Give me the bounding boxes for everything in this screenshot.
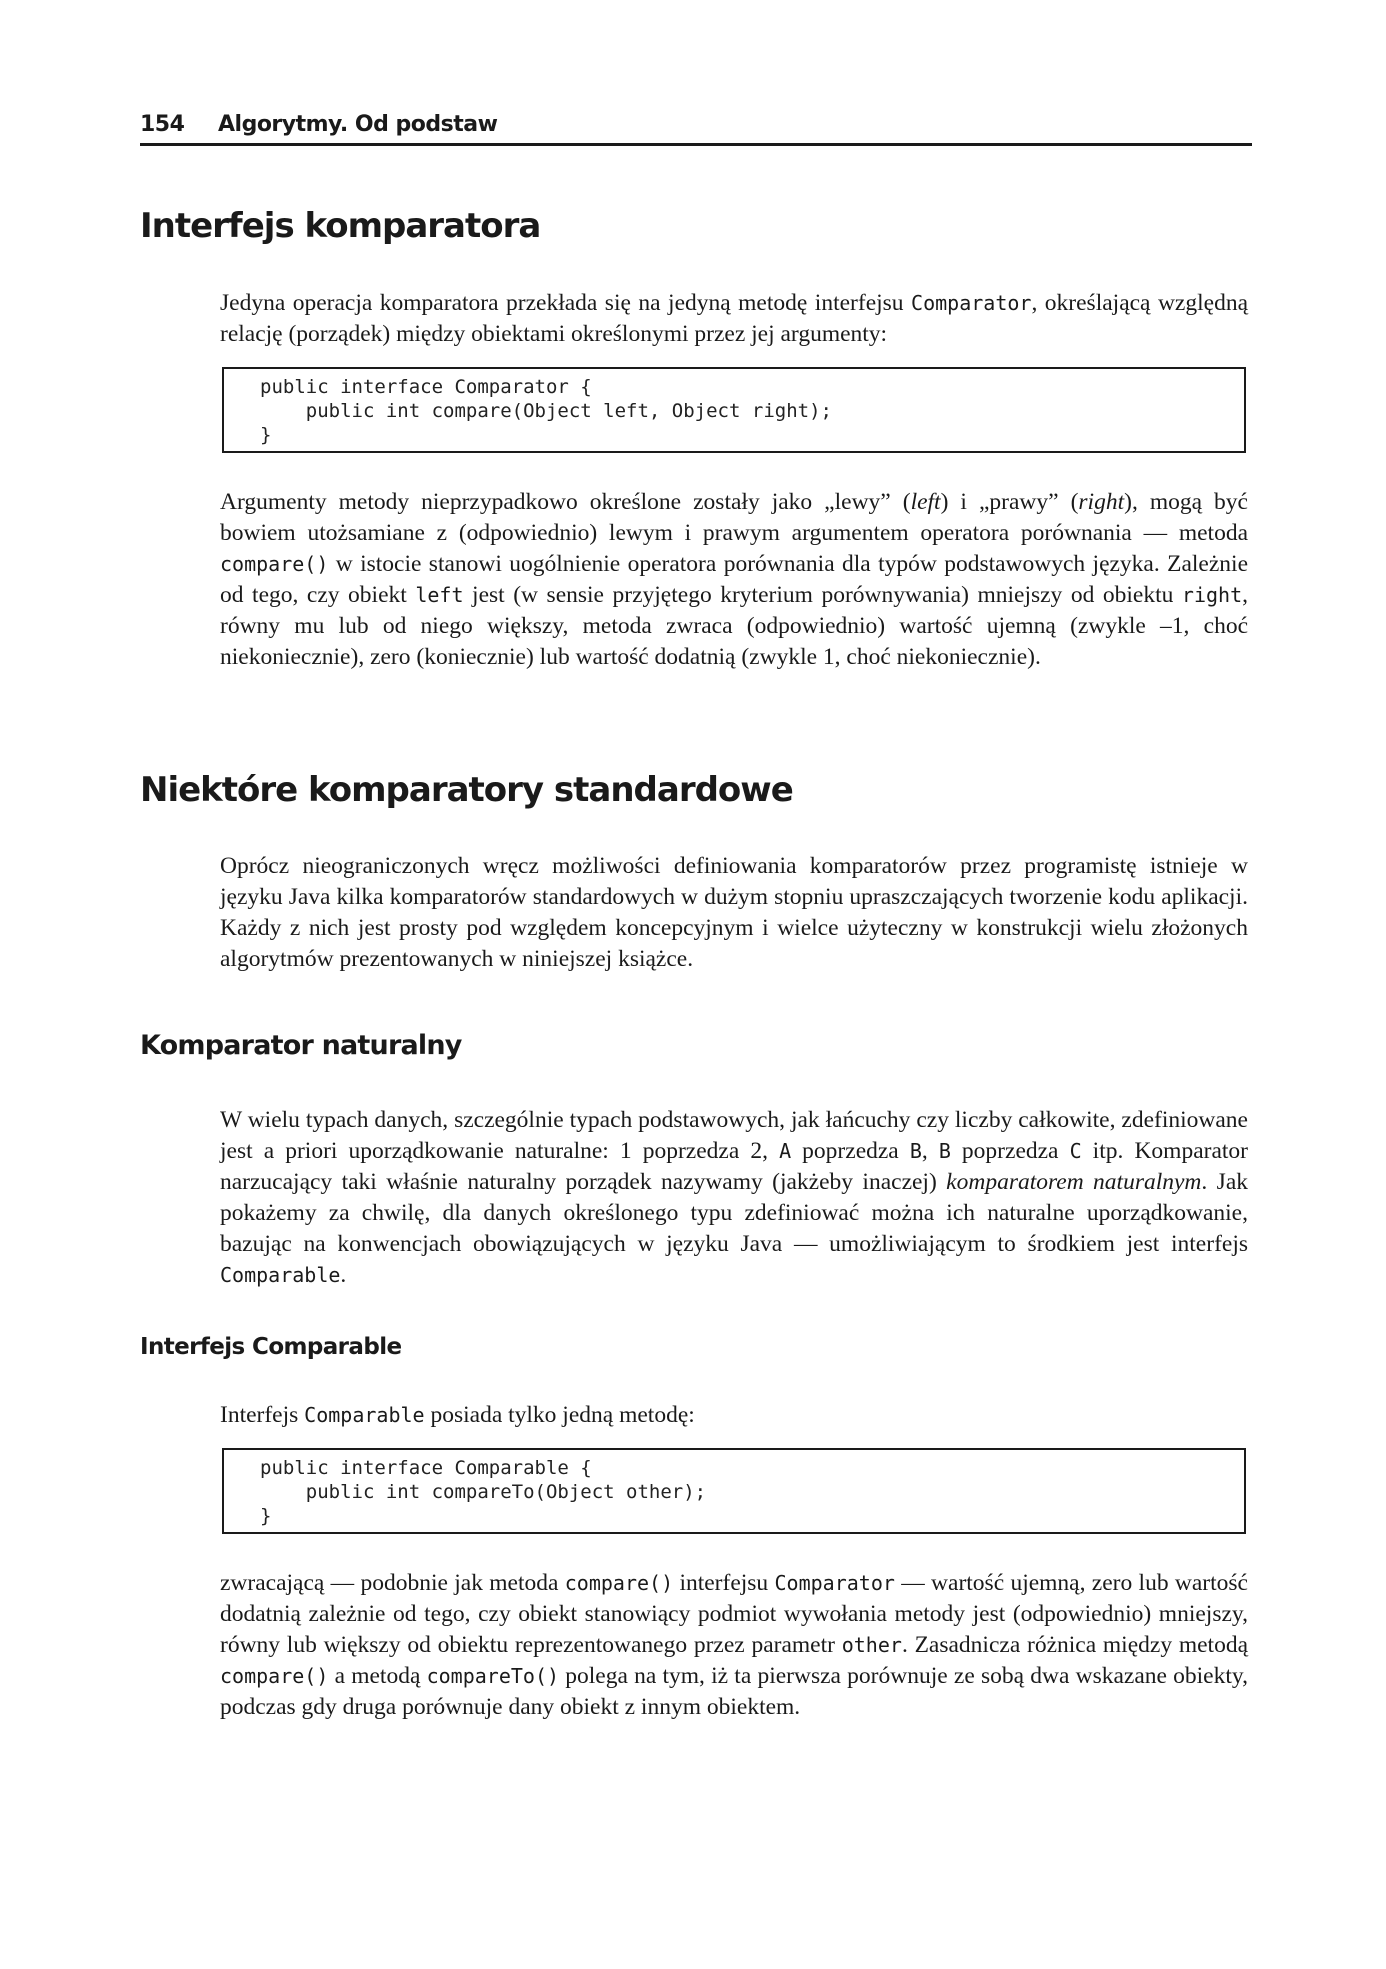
- paragraph-comparable-intro: Interfejs Comparable posiada tylko jedną metodę:: [220, 1402, 695, 1428]
- code-line: }: [260, 424, 272, 446]
- code-line: public interface Comparable {: [260, 1457, 592, 1479]
- inline-code-right: right: [1181, 583, 1243, 607]
- inline-code-comparator: Comparator: [911, 291, 1032, 315]
- subsection-heading-natural-comparator: Komparator naturalny: [140, 1030, 462, 1061]
- inline-code-comparable: Comparable: [220, 1263, 341, 1287]
- section-heading-standard-comparators: Niektóre komparatory standardowe: [140, 770, 793, 810]
- code-line: public interface Comparator {: [260, 376, 592, 398]
- book-title: Algorytmy. Od podstaw: [218, 112, 498, 137]
- inline-code-compare: compare(): [220, 552, 329, 576]
- code-line: }: [260, 1505, 272, 1527]
- inline-code-left: left: [415, 583, 464, 607]
- section-heading-interfejs-komparatora: Interfejs komparatora: [140, 206, 541, 246]
- paragraph-standard-comparators: Oprócz nieograniczonych wręcz możliwości definiowania komparatorów przez programistę istnieje w języku Java kilka komparatorów standardowych w dużym stopniu upraszczających tworzenie kodu aplikacji. Każdy z nich jest prosty pod względem koncepcyjnym i wielce użyteczny w konstrukcji wielu złożonych algorytmów prezentowanych w niniejszej książce.: [220, 853, 1248, 972]
- subsubsection-heading-comparable: Interfejs Comparable: [140, 1334, 402, 1360]
- paragraph-arguments: Argumenty metody nieprzypadkowo określone zostały jako „lewy” (left) i „prawy” (right), mogą być bowiem utożsamiane z (odpowiednio) lewym i prawym argumentem operatora porównania — metoda compare() w istocie stanowi uogólnienie operatora porównania dla typów podstawowych języka. Zależnie od tego, czy obiekt left jest (w sensie przyjętego kryterium porównywania) mniejszy od obiektu right, równy mu lub od niego większy, metoda zwraca (odpowiednio) wartość ujemną (zwykle –1, choć niekoniecznie), zero (koniecznie) lub wartość dodatnią (zwykle 1, choć niekoniecznie).: [220, 489, 1248, 670]
- paragraph-natural-comparator: W wielu typach danych, szczególnie typach podstawowych, jak łańcuchy czy liczby całkowite, zdefiniowane jest a priori uporządkowanie naturalne: 1 poprzedza 2, A poprzedza B, B poprzedza C itp. Komparator narzucający taki właśnie naturalny porządek nazywamy (jakżeby inaczej) komparatorem naturalnym. Jak pokażemy za chwilę, dla danych określonego typu zdefiniować można ich naturalne uporządkowanie, bazując na konwencjach obowiązujących w języku Java — umożliwiającym to środkiem jest interfejs Comparable.: [220, 1107, 1249, 1288]
- running-header: [140, 112, 1252, 146]
- paragraph-compareto: zwracającą — podobnie jak metoda compare() interfejsu Comparator — wartość ujemną, zero lub wartość dodatnią zależnie od tego, czy obiekt stanowiący podmiot wywołania metody jest (odpowiednio) mniejszy, równy lub większy od obiektu reprezentowanego przez parametr other. Zasadnicza różnica między metodą compare() a metodą compareTo() polega na tym, iż ta pierwsza porównuje ze sobą dwa wskazane obiekty, podczas gdy druga porównuje dany obiekt z innym obiektem.: [220, 1570, 1248, 1720]
- term-natural-comparator: komparatorem naturalnym: [946, 1169, 1202, 1195]
- code-listing-comparator: [222, 367, 1246, 453]
- code-line: public int compareTo(Object other);: [260, 1481, 707, 1503]
- code-line: public int compare(Object left, Object right);: [260, 400, 832, 422]
- page-number: 154: [140, 112, 185, 137]
- paragraph-comparator-intro: Jedyna operacja komparatora przekłada się na jedyną metodę interfejsu Comparator, określającą względną relację (porządek) między obiektami określonymi przez jej argumenty:: [220, 290, 1248, 347]
- code-listing-comparable: [222, 1448, 1246, 1534]
